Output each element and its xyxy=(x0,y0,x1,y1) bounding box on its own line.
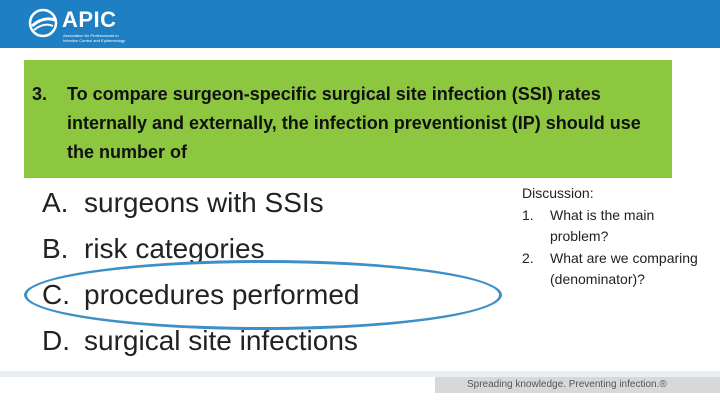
question-text: To compare surgeon-specific surgical site infection (SSI) rates internally and externally, the infection preventionist (IP) should use the number of xyxy=(67,84,641,162)
answer-letter: D. xyxy=(42,325,70,356)
question-number: 3. xyxy=(32,84,48,104)
answer-text: risk categories xyxy=(84,233,265,264)
discussion-item-text: What are we comparing (denominator)? xyxy=(550,249,698,287)
answer-text: surgical site infections xyxy=(84,325,358,356)
answer-highlight-ellipse xyxy=(24,260,502,330)
discussion-list xyxy=(522,205,712,291)
answer-text: procedures performed xyxy=(84,279,360,310)
answer-option-a[interactable] xyxy=(42,180,359,226)
discussion-panel xyxy=(522,183,712,291)
logo-subtitle: Association for Professionals in Infection Control and Epidemiology xyxy=(63,33,126,43)
header-bar xyxy=(0,0,720,48)
footer-tagline: Spreading knowledge. Preventing infection.® xyxy=(467,379,667,390)
answer-text: surgeons with SSIs xyxy=(84,187,324,218)
discussion-item-number: 2. xyxy=(522,249,534,266)
discussion-item-text: What is the main problem? xyxy=(550,206,655,244)
discussion-item xyxy=(522,248,712,291)
discussion-item xyxy=(522,205,712,248)
answer-letter: A. xyxy=(42,187,69,218)
discussion-heading: Discussion: xyxy=(522,185,594,201)
logo-text: APIC xyxy=(62,7,117,32)
apic-globe-icon xyxy=(28,8,58,38)
answer-letter: B. xyxy=(42,233,69,264)
answer-letter: C. xyxy=(42,279,70,310)
question-box xyxy=(24,60,672,178)
discussion-item-number: 1. xyxy=(522,206,534,223)
